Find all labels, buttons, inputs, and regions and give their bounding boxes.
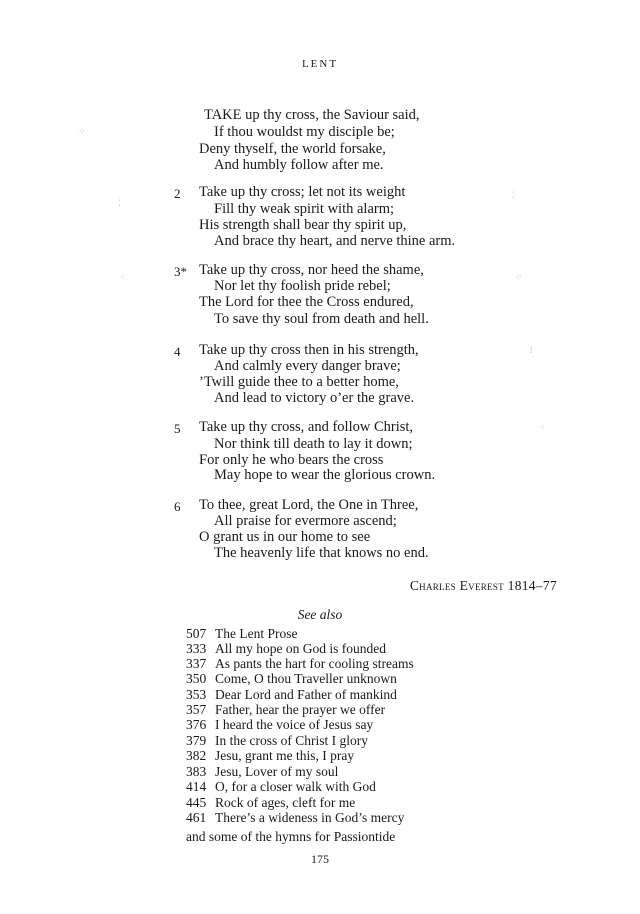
hymn-number: 461 [186,810,207,825]
see-also-item [186,764,338,780]
scan-speck: ⁖ [120,272,126,282]
hymn-number: 376 [186,717,207,732]
scan-speck: ⁖ [540,422,546,432]
hymn-title: Jesu, Lover of my soul [215,764,339,779]
hymn-title: All my hope on God is founded [215,641,386,656]
verse-line: And lead to victory o’er the grave. [214,390,415,406]
verse-line: Take up thy cross then in his strength, [199,342,419,358]
verse-line: Fill thy weak spirit with alarm; [214,201,395,217]
see-also-item [186,656,414,672]
see-also-footer: and some of the hymns for Passiontide [186,829,396,844]
verse-line: For only he who bears the cross [199,452,384,468]
verse-line: To thee, great Lord, the One in Three, [199,497,419,513]
scan-speck: ⁞ [530,345,533,355]
page-number: 175 [311,852,329,866]
hymn-title: Rock of ages, cleft for me [215,795,356,810]
see-also-item [186,702,385,718]
verse-line: Nor think till death to lay it down; [214,436,413,452]
scan-speck: ⁚ [118,198,121,208]
verse-line: Take up thy cross; let not its weight [199,184,406,200]
hymn-title: As pants the hart for cooling streams [215,656,414,671]
hymn-number: 383 [186,764,207,779]
verse-line: And calmly every danger brave; [214,358,401,374]
hymn-title: There’s a wideness in God’s mercy [215,810,405,825]
hymn-number: 445 [186,795,207,810]
verse-line: And brace thy heart, and nerve thine arm. [214,233,456,249]
verse-line: All praise for evermore ascend; [214,513,397,529]
hymn-author: Charles Everest 1814–77 [409,578,557,593]
scan-speck: ⁚ [512,190,515,200]
verse-line: May hope to wear the glorious crown. [214,467,436,483]
see-also-item [186,748,354,764]
verse-number: 2 [174,186,181,201]
see-also-item [186,671,397,687]
verse-number: 3* [174,264,187,279]
verse-line: And humbly follow after me. [214,157,384,173]
hymn-title: Jesu, grant me this, I pray [215,748,355,763]
hymn-title: In the cross of Christ I glory [215,733,368,748]
scan-speck: ⁘ [78,126,86,136]
verse-line: ’Twill guide thee to a better home, [199,374,399,390]
verse-line: The heavenly life that knows no end. [214,545,429,561]
hymn-number: 333 [186,641,207,656]
verse-line: Take up thy cross, and follow Christ, [199,419,414,435]
verse-line: O grant us in our home to see [199,529,371,545]
verse-line: Take up thy cross, nor heed the shame, [199,262,424,278]
hymn-number: 379 [186,733,207,748]
hymn-number: 353 [186,687,207,702]
hymn-title: I heard the voice of Jesus say [215,717,374,732]
hymn-number: 414 [186,779,207,794]
see-also-item [186,687,397,703]
verse-line: To save thy soul from death and hell. [214,311,429,327]
see-also-item [186,717,373,733]
verse-number: 5 [174,421,181,436]
verse-number: 6 [174,499,181,514]
hymn-number: 382 [186,748,207,763]
see-also-item [186,795,355,811]
hymn-number: 337 [186,656,207,671]
page-header: LENT [301,58,339,70]
verse-line: His strength shall bear thy spirit up, [199,217,407,233]
hymn-title: Dear Lord and Father of mankind [215,687,397,702]
hymn-title: Father, hear the prayer we offer [215,702,386,717]
scan-speck: ⁘ [515,272,523,282]
see-also-item [186,779,376,795]
verse-line: TAKE up thy cross, the Saviour said, [204,107,420,123]
see-also-item [186,626,297,642]
hymn-number: 357 [186,702,207,717]
hymn-title: Come, O thou Traveller unknown [215,671,397,686]
verse-line: The Lord for thee the Cross endured, [199,294,414,310]
hymn-title: O, for a closer walk with God [215,779,376,794]
verse-line: Nor let thy foolish pride rebel; [214,278,391,294]
verse-line: Deny thyself, the world forsake, [199,141,386,157]
hymn-title: The Lent Prose [215,626,298,641]
verse-line: If thou wouldst my disciple be; [214,124,395,140]
see-also-item [186,733,368,749]
see-also-item [186,810,404,826]
hymn-number: 507 [186,626,207,641]
verse-number: 4 [174,344,181,359]
see-also-item [186,641,386,657]
hymn-number: 350 [186,671,207,686]
see-also-heading: See also [297,607,343,622]
